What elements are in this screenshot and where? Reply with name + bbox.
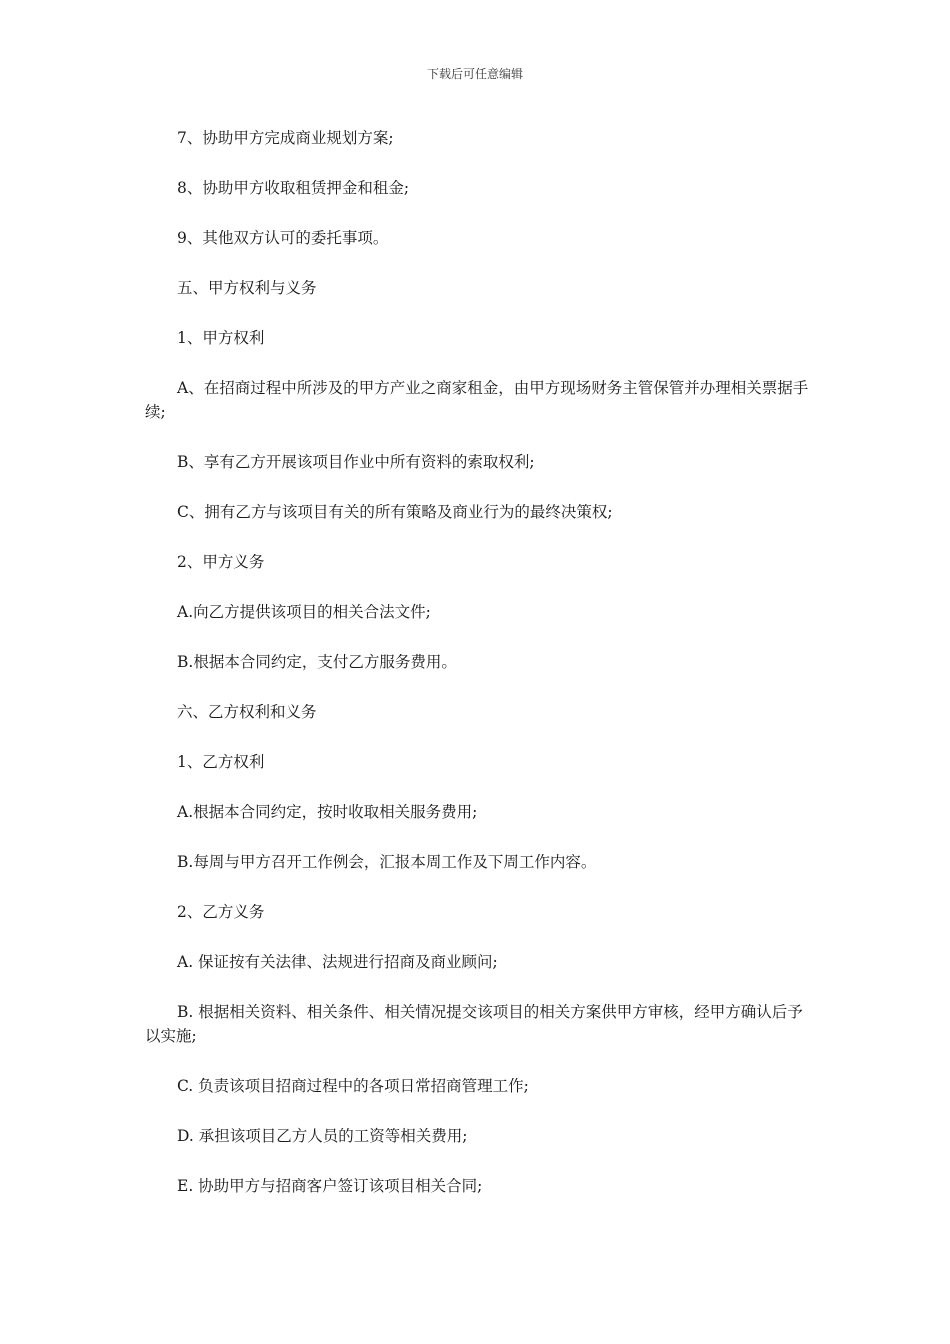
subsection-heading: 1、乙方权利 bbox=[177, 753, 265, 771]
subsection-heading: 1、甲方权利 bbox=[177, 329, 265, 347]
paragraph: D. 承担该项目乙方人员的工资等相关费用; bbox=[177, 1127, 468, 1145]
section-heading: 六、乙方权利和义务 bbox=[177, 703, 317, 721]
paragraph: A.向乙方提供该项目的相关合法文件; bbox=[177, 603, 431, 621]
paragraph: C、拥有乙方与该项目有关的所有策略及商业行为的最终决策权; bbox=[177, 503, 613, 521]
paragraph: A. 保证按有关法律、法规进行招商及商业顾问; bbox=[177, 953, 498, 971]
paragraph: C. 负责该项目招商过程中的各项日常招商管理工作; bbox=[177, 1077, 529, 1095]
paragraph: B. 根据相关资料、相关条件、相关情况提交该项目的相关方案供甲方审核，经甲方确认后予以实施; bbox=[145, 1003, 803, 1045]
paragraph: A、在招商过程中所涉及的甲方产业之商家租金，由甲方现场财务主管保管并办理相关票据手续; bbox=[145, 379, 809, 421]
document-body bbox=[145, 126, 810, 1224]
paragraph: B.每周与甲方召开工作例会，汇报本周工作及下周工作内容。 bbox=[177, 853, 597, 871]
paragraph: 9、其他双方认可的委托事项。 bbox=[177, 229, 389, 247]
subsection-heading: 2、甲方义务 bbox=[177, 553, 265, 571]
page-header: 下载后可任意编辑 bbox=[426, 67, 523, 81]
paragraph: B、享有乙方开展该项目作业中所有资料的索取权利; bbox=[177, 453, 535, 471]
paragraph: A.根据本合同约定，按时收取相关服务费用; bbox=[177, 803, 478, 821]
paragraph: B.根据本合同约定，支付乙方服务费用。 bbox=[177, 653, 457, 671]
subsection-heading: 2、乙方义务 bbox=[177, 903, 265, 921]
paragraph: 7、协助甲方完成商业规划方案; bbox=[177, 129, 394, 147]
paragraph: 8、协助甲方收取租赁押金和租金; bbox=[177, 179, 410, 197]
section-heading: 五、甲方权利与义务 bbox=[177, 279, 317, 297]
paragraph: E. 协助甲方与招商客户签订该项目相关合同; bbox=[177, 1177, 483, 1195]
